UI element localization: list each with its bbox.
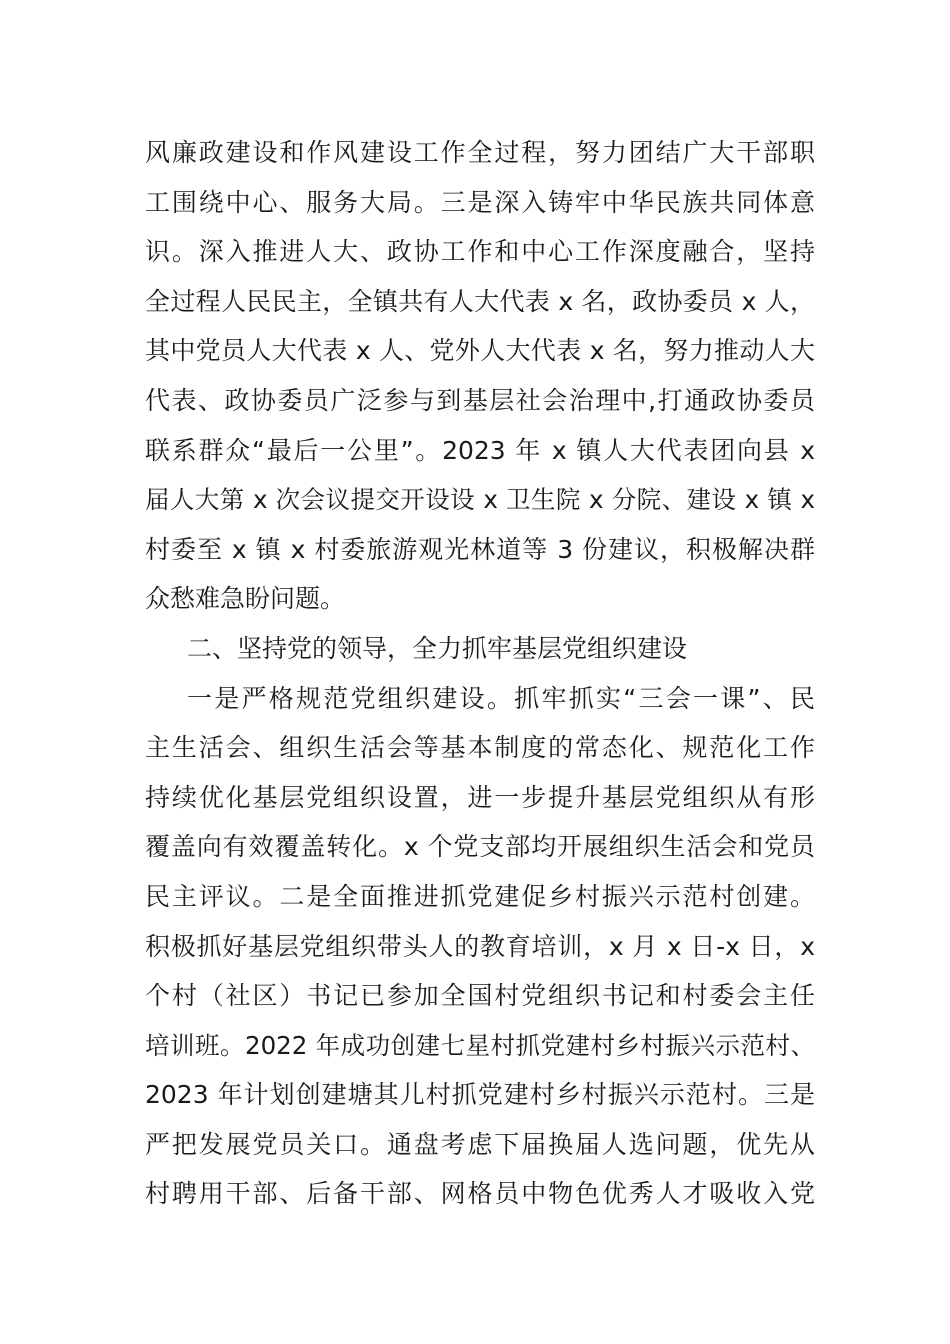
text-line: 个村（社区）书记已参加全国村党组织书记和村委会主任	[145, 981, 815, 1011]
document-body	[145, 128, 815, 1219]
text-line: 培训班。2022 年成功创建七星村抓党建村乡村振兴示范村、	[145, 1030, 815, 1060]
text-line: 覆盖向有效覆盖转化。x 个党支部均开展组织生活会和党员	[145, 832, 815, 862]
text-line: 风廉政建设和作风建设工作全过程，努力团结广大干部职	[145, 138, 815, 167]
text-line: 严把发展党员关口。通盘考虑下届换届人选问题，优先从	[145, 1129, 815, 1159]
text-line: 主生活会、组织生活会等基本制度的常态化、规范化工作	[145, 733, 815, 763]
text-line: 村聘用干部、后备干部、网格员中物色优秀人才吸收入党	[145, 1179, 815, 1209]
text-line: 2023 年计划创建塘其儿村抓党建村乡村振兴示范村。三是	[145, 1080, 815, 1110]
text-line: 识。深入推进人大、政协工作和中心工作深度融合，坚持	[145, 237, 815, 267]
text-line: 工围绕中心、服务大局。三是深入铸牢中华民族共同体意	[145, 187, 815, 217]
text-line: 积极抓好基层党组织带头人的教育培训，x 月 x 日-x 日，x	[145, 931, 815, 961]
text-line: 其中党员人大代表 x 人、党外人大代表 x 名，努力推动人大	[145, 336, 815, 366]
text-line: 联系群众“最后一公里”。2023 年 x 镇人大代表团向县 x	[145, 435, 815, 465]
text-line: 代表、政协委员广泛参与到基层社会治理中,打通政协委员	[145, 385, 815, 415]
text-line: 村委至 x 镇 x 村委旅游观光林道等 3 份建议，积极解决群	[145, 534, 815, 564]
paragraph-first-line: 一是严格规范党组织建设。抓牢抓实“三会一课”、民	[187, 683, 815, 713]
text-line: 全过程人民民主，全镇共有人大代表 x 名，政协委员 x 人，	[145, 286, 815, 316]
text-line: 众愁难急盼问题。	[145, 584, 346, 614]
text-line: 持续优化基层党组织设置，进一步提升基层党组织从有形	[145, 782, 815, 812]
text-line: 民主评议。二是全面推进抓党建促乡村振兴示范村创建。	[145, 881, 815, 911]
section-heading: 二、坚持党的领导，全力抓牢基层党组织建设	[187, 633, 688, 663]
text-line: 届人大第 x 次会议提交开设设 x 卫生院 x 分院、建设 x 镇 x	[145, 485, 815, 515]
